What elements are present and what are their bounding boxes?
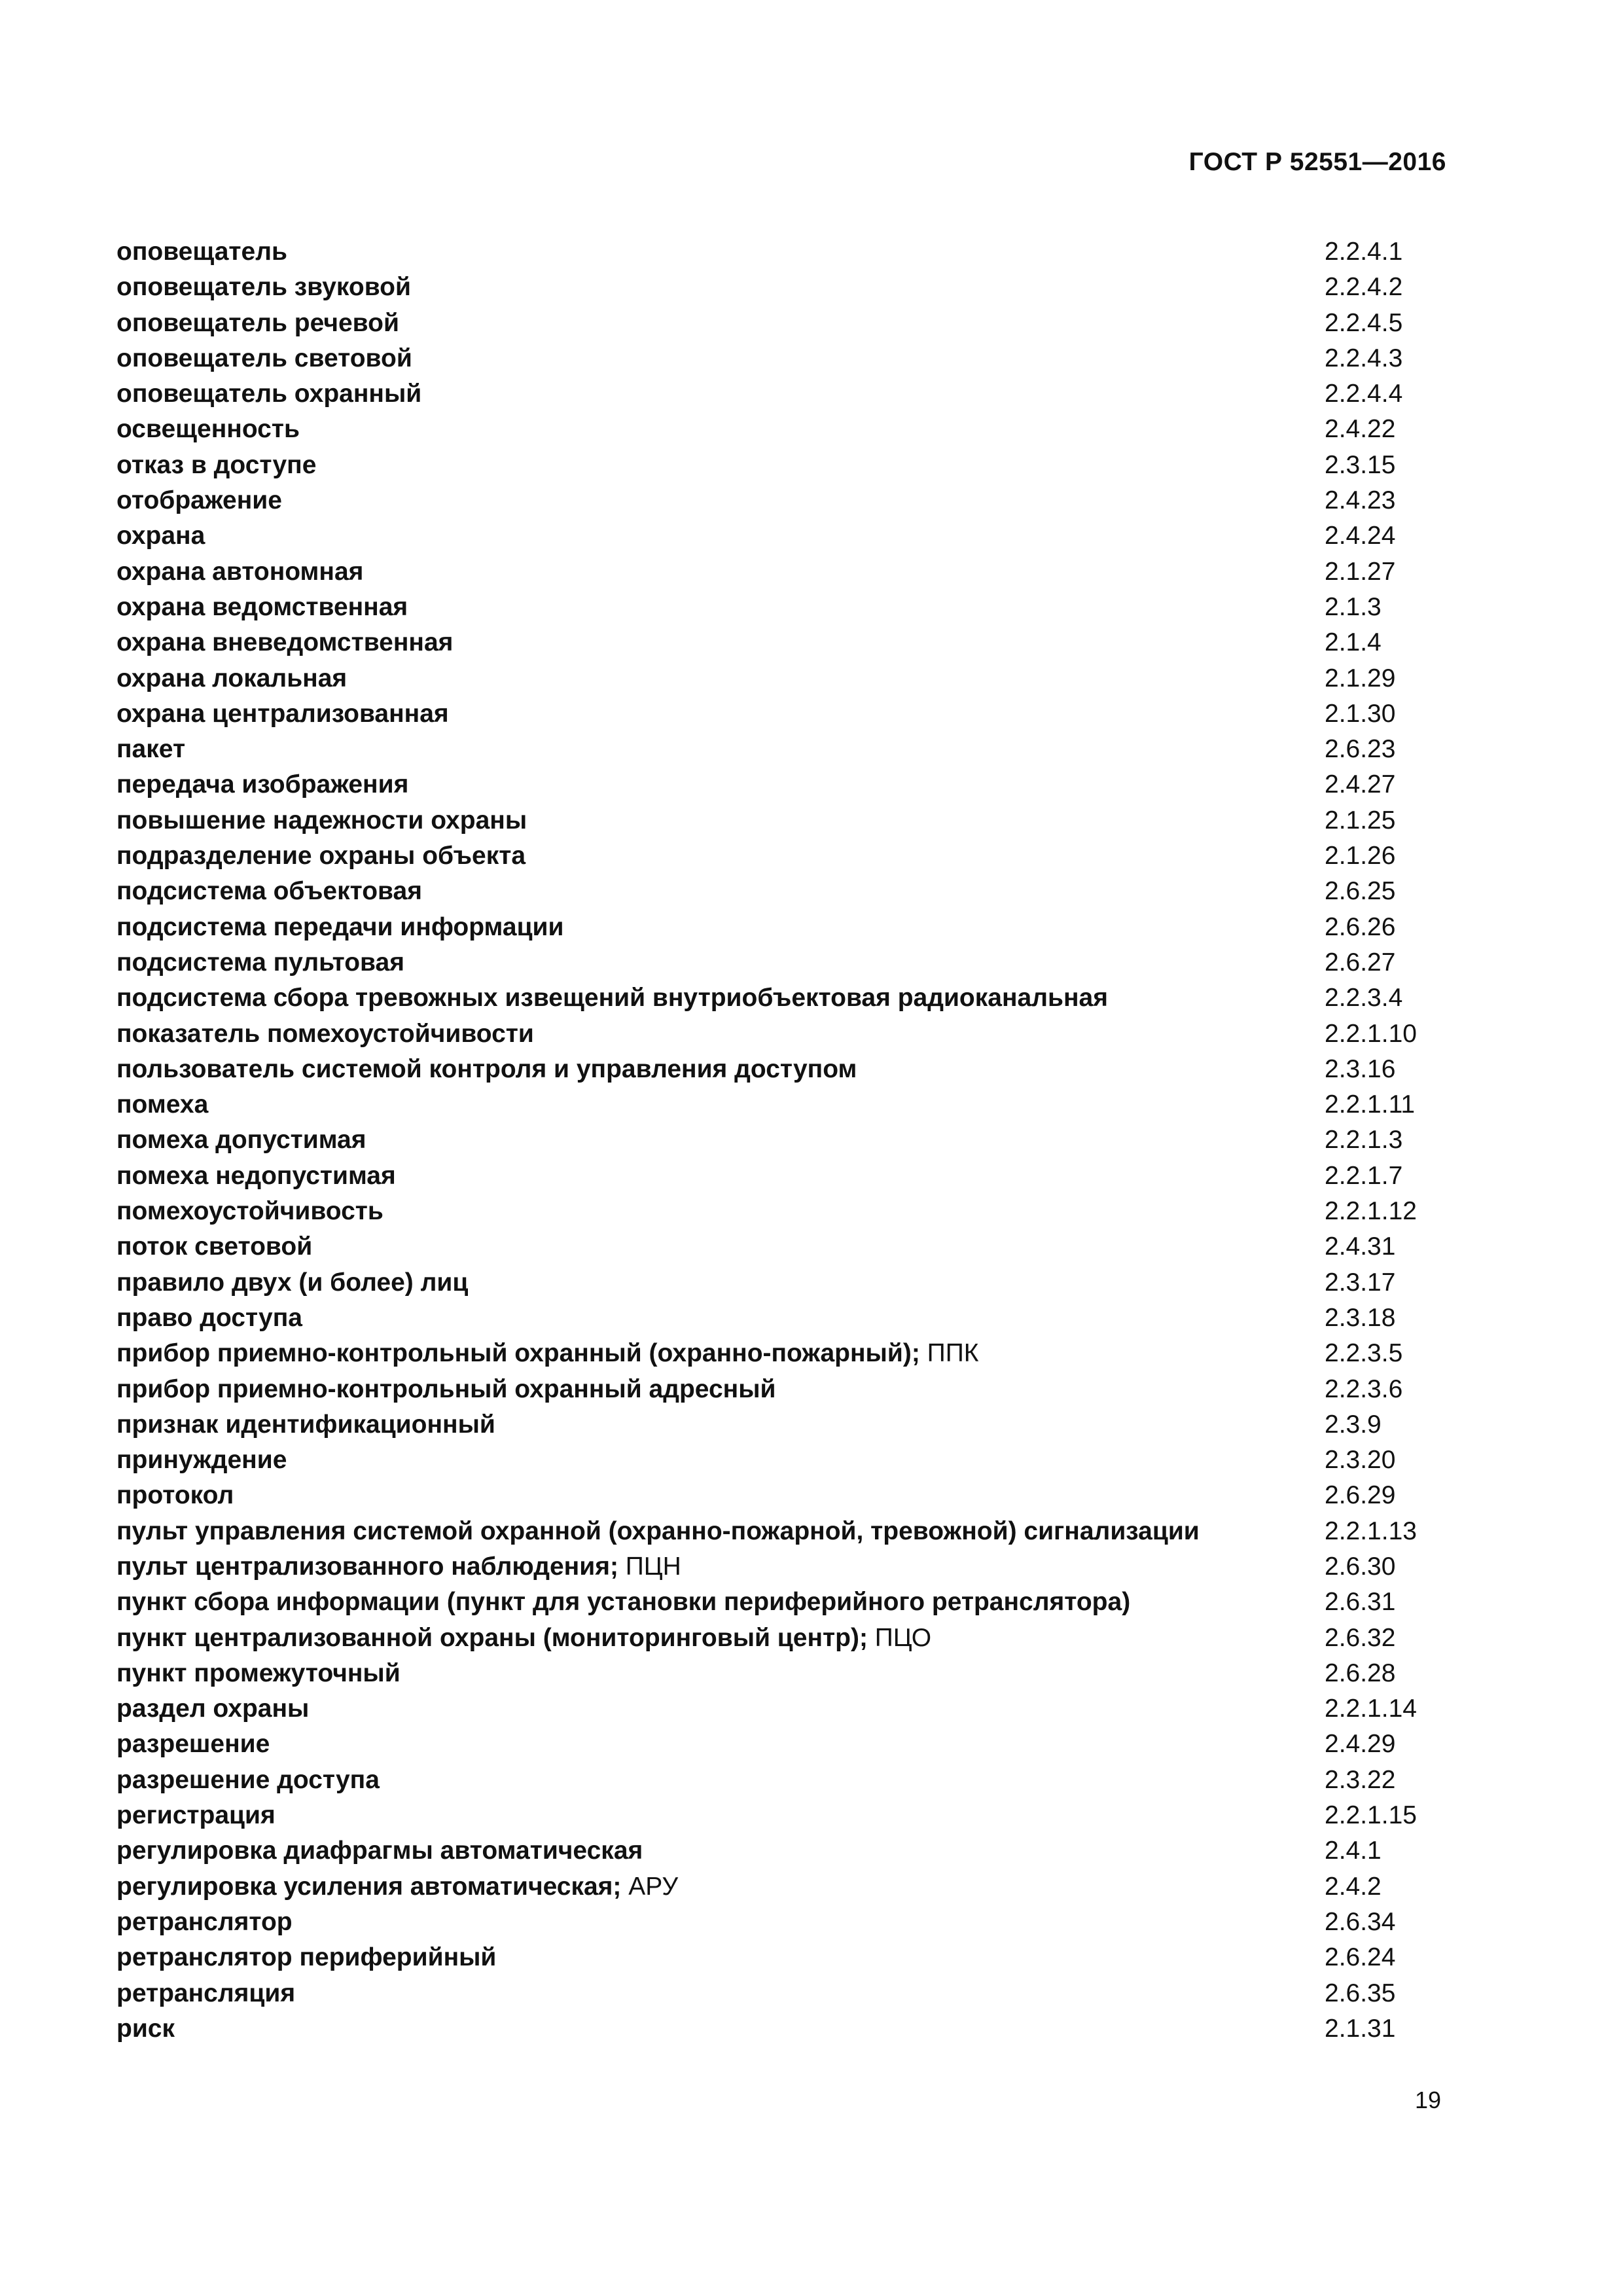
index-section-ref: 2.6.30 [1325,1552,1396,1581]
index-entry [116,625,1452,660]
index-term: оповещатель охранный [116,380,422,408]
index-term: помеха [116,1090,209,1119]
index-entry [116,1016,1452,1052]
index-term: ретранслятор [116,1907,293,1936]
index-section-ref: 2.1.29 [1325,664,1396,692]
index-term: охрана [116,522,205,550]
index-entry [116,1514,1452,1549]
index-term: признак идентификационный [116,1410,495,1439]
index-term: охрана ведомственная [116,592,408,621]
index-term: оповещатель световой [116,344,412,372]
index-term-abbreviation: ПЦО [867,1623,932,1652]
index-section-ref: 2.4.24 [1325,522,1396,550]
index-entry [116,1443,1452,1478]
index-term: разрешение доступа [116,1765,380,1794]
index-term: пульт централизованного наблюдения; [116,1552,618,1581]
index-section-ref: 2.4.2 [1325,1872,1382,1901]
index-term-abbreviation: ПЦН [618,1552,681,1581]
index-section-ref: 2.3.22 [1325,1765,1396,1794]
index-section-ref: 2.3.9 [1325,1410,1382,1439]
index-section-ref: 2.4.22 [1325,415,1396,444]
index-term: принуждение [116,1446,287,1475]
index-term: прибор приемно-контрольный охранный (охранно-пожарный); [116,1339,920,1368]
index-section-ref: 2.2.1.13 [1325,1516,1417,1545]
index-term: риск [116,2014,175,2043]
index-section-ref: 2.6.32 [1325,1623,1396,1652]
index-entry [116,661,1452,696]
index-section-ref: 2.1.26 [1325,842,1396,870]
index-entry [116,874,1452,909]
index-section-ref: 2.1.25 [1325,806,1396,834]
index-term: отображение [116,486,282,515]
index-term: помехоустойчивость [116,1197,383,1226]
index-term: регулировка диафрагмы автоматическая [116,1837,643,1865]
index-entry [116,1621,1452,1656]
index-section-ref: 2.4.23 [1325,486,1396,515]
index-term: регулировка усиления автоматическая; [116,1872,622,1901]
index-term: подсистема пультовая [116,948,404,977]
index-entry [116,1265,1452,1300]
index-entry [116,1158,1452,1194]
index-term: разрешение [116,1730,270,1759]
index-section-ref: 2.3.16 [1325,1054,1396,1083]
index-entry [116,910,1452,945]
index-section-ref: 2.2.1.12 [1325,1197,1417,1226]
index-term: право доступа [116,1303,302,1332]
index-term: освещенность [116,415,300,444]
index-term-abbreviation: ППК [919,1339,979,1368]
index-entry [116,696,1452,732]
index-section-ref: 2.2.4.1 [1325,238,1403,266]
index-entry [116,1727,1452,1762]
index-term: оповещатель речевой [116,308,399,337]
document-header-code: ГОСТ Р 52551—2016 [1188,148,1446,176]
index-term: регистрация [116,1801,276,1830]
page-number: 19 [1414,2087,1441,2113]
index-section-ref: 2.4.27 [1325,770,1396,799]
index-entry [116,1976,1452,2011]
index-term: подсистема передачи информации [116,912,564,941]
index-section-ref: 2.6.26 [1325,912,1396,941]
index-entry [116,2011,1452,2047]
index-section-ref: 2.4.1 [1325,1837,1382,1865]
index-entry [116,767,1452,802]
index-term: пакет [116,735,186,764]
index-term: пульт управления системой охранной (охранно-пожарной, тревожной) сигнализации [116,1516,1200,1545]
index-section-ref: 2.6.35 [1325,1979,1396,2007]
index-entry [116,732,1452,767]
index-term: подсистема объектовая [116,877,422,906]
index-term: оповещатель [116,238,287,266]
index-entry [116,945,1452,980]
index-entry [116,1940,1452,1975]
index-section-ref: 2.2.1.11 [1325,1090,1416,1119]
index-section-ref: 2.2.4.4 [1325,380,1403,408]
index-section-ref: 2.1.27 [1325,557,1396,586]
index-term: пользователь системой контроля и управления доступом [116,1054,857,1083]
index-section-ref: 2.2.3.5 [1325,1339,1403,1368]
index-entry [116,980,1452,1016]
index-entry [116,1229,1452,1265]
index-section-ref: 2.2.4.3 [1325,344,1403,372]
index-section-ref: 2.1.4 [1325,628,1382,657]
index-entry [116,1905,1452,1940]
index-term: помеха допустимая [116,1126,366,1155]
index-entry [116,1087,1452,1122]
index-term: повышение надежности охраны [116,806,527,834]
index-term: ретранслятор периферийный [116,1943,497,1972]
index-term: охрана централизованная [116,699,449,728]
index-entry [116,234,1452,270]
index-section-ref: 2.2.1.14 [1325,1695,1417,1723]
index-term: охрана автономная [116,557,364,586]
index-section-ref: 2.1.31 [1325,2014,1396,2043]
index-section-ref: 2.6.31 [1325,1588,1396,1617]
index-section-ref: 2.2.4.5 [1325,308,1403,337]
index-term: прибор приемно-контрольный охранный адресный [116,1374,776,1403]
index-entry [116,1194,1452,1229]
index-term: подсистема сбора тревожных извещений внутриобъектовая радиоканальная [116,984,1108,1013]
index-entry [116,306,1452,341]
index-section-ref: 2.4.29 [1325,1730,1396,1759]
index-entry [116,590,1452,625]
index-section-ref: 2.1.3 [1325,592,1382,621]
index-term: оповещатель звуковой [116,273,411,302]
index-term: правило двух (и более) лиц [116,1268,469,1297]
index-section-ref: 2.3.20 [1325,1446,1396,1475]
index-term: показатель помехоустойчивости [116,1019,534,1048]
index-section-ref: 2.6.25 [1325,877,1396,906]
index-term: охрана локальная [116,664,348,692]
index-entry [116,1691,1452,1727]
index-entry [116,1763,1452,1798]
index-entry [116,1656,1452,1691]
index-section-ref: 2.2.1.15 [1325,1801,1417,1830]
index-entry [116,412,1452,447]
index-entry [116,1478,1452,1513]
index-section-ref: 2.1.30 [1325,699,1396,728]
index-entry [116,448,1452,483]
index-entry [116,1833,1452,1869]
index-term: пункт сбора информации (пункт для установки периферийного ретранслятора) [116,1588,1131,1617]
index-entry [116,518,1452,554]
index-term: подразделение охраны объекта [116,842,526,870]
index-section-ref: 2.6.28 [1325,1659,1396,1687]
index-entry [116,1549,1452,1585]
index-entry [116,270,1452,305]
index-entry [116,1122,1452,1158]
index-entry [116,483,1452,518]
index-entry [116,341,1452,376]
index-section-ref: 2.3.17 [1325,1268,1396,1297]
index-section-ref: 2.6.24 [1325,1943,1396,1972]
index-term: раздел охраны [116,1695,310,1723]
term-index-list [116,234,1452,2047]
index-section-ref: 2.6.29 [1325,1481,1396,1510]
index-entry [116,554,1452,590]
index-section-ref: 2.2.1.3 [1325,1126,1403,1155]
index-term: охрана вневедомственная [116,628,454,657]
index-term: протокол [116,1481,234,1510]
index-entry [116,1407,1452,1443]
index-section-ref: 2.2.3.4 [1325,984,1403,1013]
index-section-ref: 2.6.34 [1325,1907,1396,1936]
index-entry [116,1869,1452,1905]
index-section-ref: 2.3.18 [1325,1303,1396,1332]
index-entry [116,1300,1452,1336]
index-term: передача изображения [116,770,409,799]
index-section-ref: 2.2.1.10 [1325,1019,1417,1048]
index-section-ref: 2.2.3.6 [1325,1374,1403,1403]
index-term: поток световой [116,1232,313,1261]
index-entry [116,803,1452,838]
index-term: отказ в доступе [116,450,317,479]
index-section-ref: 2.2.1.7 [1325,1161,1403,1190]
index-entry [116,1798,1452,1833]
index-term-abbreviation: АРУ [621,1872,679,1901]
index-term: помеха недопустимая [116,1161,396,1190]
index-entry [116,1372,1452,1407]
index-entry [116,1585,1452,1620]
index-term: ретрансляция [116,1979,296,2007]
index-term: пункт промежуточный [116,1659,401,1687]
index-section-ref: 2.3.15 [1325,450,1396,479]
index-term: пункт централизованной охраны (мониторинговый центр); [116,1623,868,1652]
index-entry [116,1336,1452,1371]
index-section-ref: 2.4.31 [1325,1232,1396,1261]
index-entry [116,838,1452,874]
index-entry [116,1052,1452,1087]
index-entry [116,376,1452,412]
index-section-ref: 2.2.4.2 [1325,273,1403,302]
index-section-ref: 2.6.27 [1325,948,1396,977]
index-section-ref: 2.6.23 [1325,735,1396,764]
